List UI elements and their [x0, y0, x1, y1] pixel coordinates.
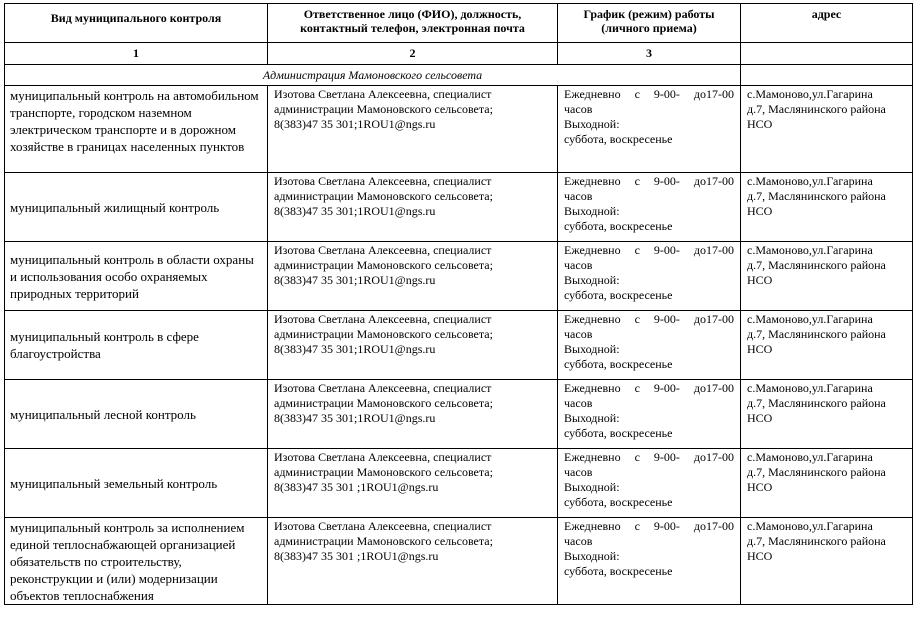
- address-line-2: д.7, Маслянинского района: [747, 465, 886, 479]
- schedule-unit: часов: [564, 465, 593, 479]
- table-row: [5, 449, 913, 518]
- person-organization: администрации Мамоновского сельсовета;: [274, 258, 493, 272]
- schedule-start: 9-00-: [653, 450, 680, 464]
- responsible-person-cell: [268, 449, 558, 518]
- address-line-3: НСО: [747, 342, 773, 356]
- responsible-person-cell: [268, 86, 558, 173]
- control-kind: муниципальный лесной контроль: [10, 406, 196, 422]
- person-contact: 8(383)47 35 301;1ROU1@ngs.ru: [274, 273, 436, 287]
- table-row: [5, 86, 913, 173]
- schedule-hours-line: [564, 87, 734, 102]
- person-contact: 8(383)47 35 301 ;1ROU1@ngs.ru: [274, 549, 439, 563]
- schedule-hours-line: [564, 174, 734, 189]
- schedule-hours-line: [564, 381, 734, 396]
- control-kind: муниципальный контроль в сфере благоустройства: [10, 329, 199, 361]
- control-kind-cell: [5, 311, 268, 380]
- schedule-cell: [558, 311, 741, 380]
- column-number-3: 3: [558, 43, 741, 65]
- address-line-2: д.7, Маслянинского района: [747, 327, 886, 341]
- person-contact: 8(383)47 35 301;1ROU1@ngs.ru: [274, 342, 436, 356]
- address-line-1: с.Мамоново,ул.Гагарина: [747, 450, 873, 464]
- address-line-3: НСО: [747, 273, 773, 287]
- header-kind: Вид муниципального контроля: [5, 4, 268, 43]
- schedule-start: 9-00-: [653, 243, 680, 257]
- control-kind-cell: [5, 518, 268, 605]
- address-line-3: НСО: [747, 117, 773, 131]
- responsible-person-cell: [268, 173, 558, 242]
- address-line-3: НСО: [747, 204, 773, 218]
- schedule-from: с: [634, 312, 640, 326]
- schedule-unit: часов: [564, 189, 593, 203]
- schedule-off-days: суббота, воскресенье: [564, 219, 673, 233]
- control-kind-cell: [5, 449, 268, 518]
- schedule-hours-line: [564, 450, 734, 465]
- header-schedule: График (режим) работы (личного приема): [558, 4, 741, 43]
- address-cell: [741, 242, 913, 311]
- person-organization: администрации Мамоновского сельсовета;: [274, 327, 493, 341]
- address-line-1: с.Мамоново,ул.Гагарина: [747, 174, 873, 188]
- schedule-end: до17-00: [693, 87, 734, 101]
- person-name: Изотова Светлана Алексеевна, специалист: [274, 87, 492, 101]
- schedule-off-label: Выходной:: [564, 342, 620, 356]
- control-kind: муниципальный земельный контроль: [10, 475, 218, 491]
- schedule-off-label: Выходной:: [564, 273, 620, 287]
- schedule-start: 9-00-: [653, 381, 680, 395]
- schedule-cell: [558, 380, 741, 449]
- schedule-off-days: суббота, воскресенье: [564, 288, 673, 302]
- column-numbers-row: [5, 43, 913, 65]
- person-contact: 8(383)47 35 301;1ROU1@ngs.ru: [274, 117, 436, 131]
- address-line-2: д.7, Маслянинского района: [747, 396, 886, 410]
- organization-name: Администрация Мамоновского сельсовета: [5, 65, 741, 86]
- address-line-3: НСО: [747, 480, 773, 494]
- schedule-end: до17-00: [693, 381, 734, 395]
- schedule-end: до17-00: [693, 312, 734, 326]
- person-organization: администрации Мамоновского сельсовета;: [274, 534, 493, 548]
- schedule-unit: часов: [564, 258, 593, 272]
- address-line-2: д.7, Маслянинского района: [747, 189, 886, 203]
- person-name: Изотова Светлана Алексеевна, специалист: [274, 243, 492, 257]
- address-line-1: с.Мамоново,ул.Гагарина: [747, 519, 873, 533]
- table-body: [5, 86, 913, 605]
- schedule-cell: [558, 518, 741, 605]
- schedule-start: 9-00-: [653, 519, 680, 533]
- schedule-off-label: Выходной:: [564, 411, 620, 425]
- schedule-cell: [558, 242, 741, 311]
- address-cell: [741, 449, 913, 518]
- header-address: адрес: [741, 4, 913, 43]
- control-kind-cell: [5, 380, 268, 449]
- person-name: Изотова Светлана Алексеевна, специалист: [274, 450, 492, 464]
- control-kind-cell: [5, 86, 268, 173]
- address-line-1: с.Мамоново,ул.Гагарина: [747, 243, 873, 257]
- schedule-cell: [558, 86, 741, 173]
- column-number-4: [741, 43, 913, 65]
- person-contact: 8(383)47 35 301 ;1ROU1@ngs.ru: [274, 480, 439, 494]
- schedule-end: до17-00: [693, 519, 734, 533]
- schedule-hours-line: [564, 243, 734, 258]
- schedule-cell: [558, 173, 741, 242]
- responsible-person-cell: [268, 242, 558, 311]
- schedule-cell: [558, 449, 741, 518]
- address-line-1: с.Мамоново,ул.Гагарина: [747, 87, 873, 101]
- person-name: Изотова Светлана Алексеевна, специалист: [274, 312, 492, 326]
- person-name: Изотова Светлана Алексеевна, специалист: [274, 381, 492, 395]
- schedule-end: до17-00: [693, 450, 734, 464]
- address-cell: [741, 173, 913, 242]
- person-name: Изотова Светлана Алексеевна, специалист: [274, 519, 492, 533]
- control-kind-cell: [5, 173, 268, 242]
- schedule-hours-line: [564, 312, 734, 327]
- responsible-person-cell: [268, 518, 558, 605]
- control-kind: муниципальный контроль за исполнением единой теплоснабжающей организацией обязательств по строительству, реконструкции и (или) модернизации объектов теплоснабжения: [10, 520, 245, 603]
- schedule-from: с: [634, 174, 640, 188]
- column-number-2: 2: [268, 43, 558, 65]
- table-row: [5, 518, 913, 605]
- responsible-person-cell: [268, 380, 558, 449]
- table-row: [5, 380, 913, 449]
- schedule-start: 9-00-: [653, 174, 680, 188]
- address-cell: [741, 86, 913, 173]
- schedule-from: с: [634, 450, 640, 464]
- schedule-days: Ежедневно: [564, 174, 621, 188]
- schedule-off-days: суббота, воскресенье: [564, 564, 673, 578]
- schedule-from: с: [634, 381, 640, 395]
- schedule-unit: часов: [564, 534, 593, 548]
- header-person: Ответственное лицо (ФИО), должность, контактный телефон, электронная почта: [268, 4, 558, 43]
- organization-empty-cell: [741, 65, 913, 86]
- schedule-end: до17-00: [693, 174, 734, 188]
- schedule-hours-line: [564, 519, 734, 534]
- schedule-start: 9-00-: [653, 312, 680, 326]
- person-organization: администрации Мамоновского сельсовета;: [274, 189, 493, 203]
- person-contact: 8(383)47 35 301;1ROU1@ngs.ru: [274, 411, 436, 425]
- schedule-off-days: суббота, воскресенье: [564, 426, 673, 440]
- control-kind: муниципальный контроль в области охраны и использования особо охраняемых природных территорий: [10, 251, 254, 301]
- table-row: [5, 173, 913, 242]
- table-row: [5, 242, 913, 311]
- schedule-unit: часов: [564, 102, 593, 116]
- address-line-2: д.7, Маслянинского района: [747, 534, 886, 548]
- schedule-days: Ежедневно: [564, 243, 621, 257]
- control-kind-cell: [5, 242, 268, 311]
- control-kind: муниципальный жилищный контроль: [10, 199, 220, 215]
- address-cell: [741, 518, 913, 605]
- address-line-3: НСО: [747, 411, 773, 425]
- person-organization: администрации Мамоновского сельсовета;: [274, 102, 493, 116]
- schedule-off-days: суббота, воскресенье: [564, 357, 673, 371]
- person-organization: администрации Мамоновского сельсовета;: [274, 396, 493, 410]
- person-organization: администрации Мамоновского сельсовета;: [274, 465, 493, 479]
- person-name: Изотова Светлана Алексеевна, специалист: [274, 174, 492, 188]
- schedule-off-label: Выходной:: [564, 480, 620, 494]
- schedule-days: Ежедневно: [564, 519, 621, 533]
- address-line-3: НСО: [747, 549, 773, 563]
- schedule-unit: часов: [564, 327, 593, 341]
- schedule-off-days: суббота, воскресенье: [564, 132, 673, 146]
- schedule-days: Ежедневно: [564, 312, 621, 326]
- organization-row: [5, 65, 913, 86]
- schedule-days: Ежедневно: [564, 450, 621, 464]
- responsible-person-cell: [268, 311, 558, 380]
- person-contact: 8(383)47 35 301;1ROU1@ngs.ru: [274, 204, 436, 218]
- schedule-days: Ежедневно: [564, 87, 621, 101]
- address-line-2: д.7, Маслянинского района: [747, 102, 886, 116]
- schedule-from: с: [634, 87, 640, 101]
- schedule-off-label: Выходной:: [564, 549, 620, 563]
- schedule-off-days: суббота, воскресенье: [564, 495, 673, 509]
- schedule-end: до17-00: [693, 243, 734, 257]
- schedule-off-label: Выходной:: [564, 117, 620, 131]
- address-line-1: с.Мамоново,ул.Гагарина: [747, 381, 873, 395]
- schedule-from: с: [634, 519, 640, 533]
- schedule-days: Ежедневно: [564, 381, 621, 395]
- address-cell: [741, 311, 913, 380]
- schedule-from: с: [634, 243, 640, 257]
- table-row: [5, 311, 913, 380]
- header-row: [5, 4, 913, 43]
- control-kind: муниципальный контроль на автомобильном транспорте, городском наземном электрическом транспорте и в дорожном хозяйстве в границах населенных пунктов: [10, 88, 259, 154]
- schedule-off-label: Выходной:: [564, 204, 620, 218]
- address-line-2: д.7, Маслянинского района: [747, 258, 886, 272]
- control-table: [4, 3, 913, 605]
- schedule-start: 9-00-: [653, 87, 680, 101]
- column-number-1: 1: [5, 43, 268, 65]
- schedule-unit: часов: [564, 396, 593, 410]
- address-line-1: с.Мамоново,ул.Гагарина: [747, 312, 873, 326]
- address-cell: [741, 380, 913, 449]
